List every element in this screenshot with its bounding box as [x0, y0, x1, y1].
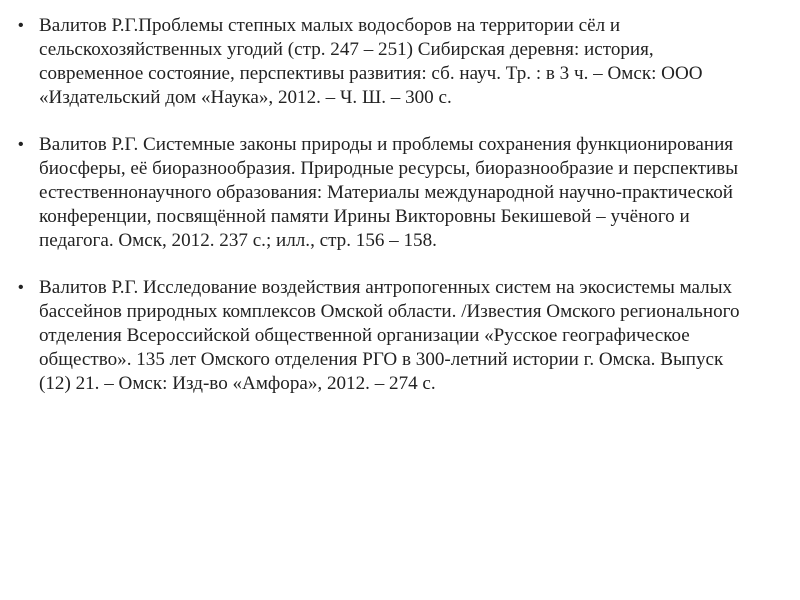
reference-list [18, 14, 743, 419]
bullet-icon: • [18, 136, 24, 153]
reference-text: Валитов Р.Г.Проблемы степных малых водосборов на территории сёл и сельскохозяйственных угодий (стр. 247 – 251) Сибирская деревня: история, современное состояние, перспективы развития: сб. науч. Тр. : в 3 ч. – Омск: ООО «Издательский дом «Наука», 2012. – Ч. Ш. – 300 с. [39, 15, 703, 108]
reference-text: Валитов Р.Г. Системные законы природы и проблемы сохранения функционирования биосферы, её биоразнообразия. Природные ресурсы, биоразнообразие и перспективы естественнонаучного образования: Материалы международной научно-практической конференции, посвящённой памяти Ирины Викторовны Бекишевой – учёного и педагога. Омск, 2012. 237 с.; илл., стр. 156 – 158. [39, 134, 739, 251]
reference-item-1 [18, 14, 743, 110]
reference-item-2 [18, 133, 743, 253]
bullet-icon: • [18, 17, 24, 34]
reference-text: Валитов Р.Г. Исследование воздействия антропогенных систем на экосистемы малых бассейнов природных комплексов Омской области. /Известия Омского регионального отделения Всероссийской общественной организации «Русское географическое общество». 135 лет Омского отделения РГО в 300-летний истории г. Омска. Выпуск (12) 21. – Омск: Изд-во «Амфора», 2012. – 274 с. [39, 277, 740, 394]
bullet-icon: • [18, 279, 24, 296]
reference-item-3 [18, 276, 743, 396]
